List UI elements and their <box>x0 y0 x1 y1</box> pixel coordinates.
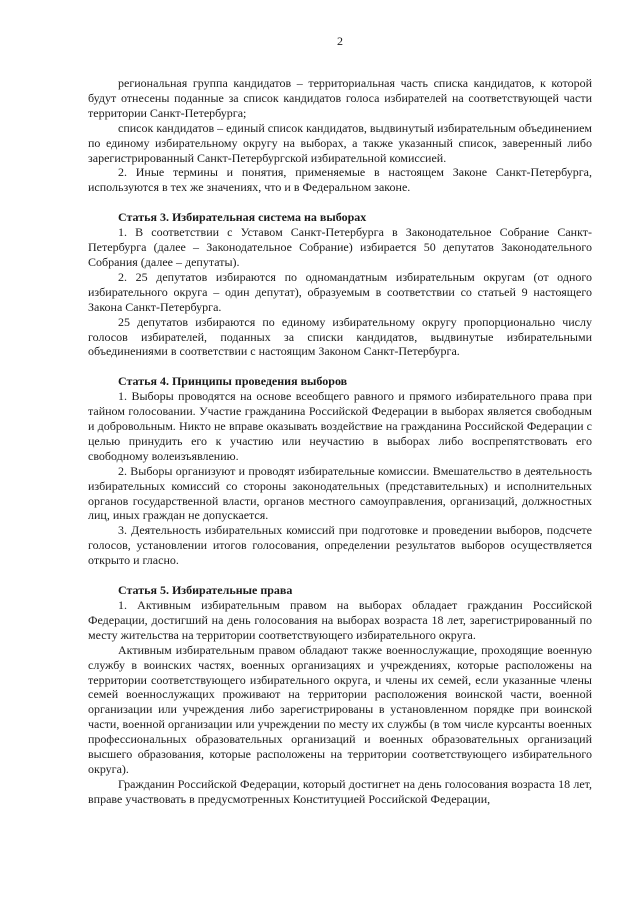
paragraph-article-5-3: Гражданин Российской Федерации, который достигнет на день голосования возраста 18 лет, вправе участвовать в предусмотренных Конституцией Российской Федерации, <box>88 776 592 806</box>
paragraph-article-3-3: 25 депутатов избираются по единому избирательному округу пропорционально числу голосов избирателей, поданных за списки кандидатов, выдвинутые избирательными объединениями в соответствии с настоящим Законом Санкт-Петербурга. <box>88 314 592 359</box>
paragraph-article-5-1: 1. Активным избирательным правом на выборах обладает гражданин Российской Федерации, достигший на день голосования на выборах возраста 18 лет, зарегистрированный по месту жительства на территории соответствующего избирательного округа. <box>88 598 592 642</box>
paragraph-article-4-3: 3. Деятельность избирательных комиссий при подготовке и проведении выборов, подсчете голосов, установлении итогов голосования, определении результатов выборов осуществляется открыто и гласно. <box>88 523 592 568</box>
paragraph-other-terms: 2. Иные термины и понятия, применяемые в настоящем Законе Санкт-Петербурга, используются в тех же значениях, что и в Федеральном законе. <box>88 165 592 195</box>
paragraph-regional-group: региональная группа кандидатов – территориальная часть списка кандидатов, к которой будут отнесены поданные за список кандидатов голоса избирателей на соответствующей части территории Санкт-Петербурга; <box>88 76 592 120</box>
heading-article-3: Статья 3. Избирательная система на выборах <box>118 210 367 225</box>
paragraph-candidate-list: список кандидатов – единый список кандидатов, выдвинутый избирательным объединением по единому избирательному округу на выборах, а также указанный список, заверенный либо зарегистрированный Санкт-Петербургской избирательной комиссией. <box>88 120 592 165</box>
paragraph-article-4-1: 1. Выборы проводятся на основе всеобщего равного и прямого избирательного права при тайном голосовании. Участие гражданина Российской Федерации в выборах является свободным и добровольным. Никто не вправе оказывать воздействие на гражданина Российской Федерации с целью принудить его к участию или неучастию в выборах либо воспрепятствовать его свободному волеизъявлению. <box>88 389 592 463</box>
paragraph-article-3-1: 1. В соответствии с Уставом Санкт-Петербурга в Законодательное Собрание Санкт-Петербурга (далее – Законодательное Собрание) избирается 50 депутатов Законодательного Собрания (далее – депутаты). <box>88 225 592 269</box>
heading-article-5: Статья 5. Избирательные права <box>118 583 293 598</box>
paragraph-article-5-2: Активным избирательным правом обладают также военнослужащие, проходящие военную службу в воинских частях, военных организациях и учреждениях, которые расположены на территории соответствующего избирательного округа, и члены их семей, если указанные члены семей военнослужащих проживают на территории расположения воинской части, военной организации или учреждения либо зарегистрированы в установленном порядке при воинской части, военной организации или учреждении по месту их службы (в том числе курсанты военных профессиональных образовательных организаций и военных образовательных организаций высшего образования, которые расположены на территории соответствующего избирательного округа). <box>88 642 592 776</box>
page-number: 2 <box>337 34 343 48</box>
heading-article-4: Статья 4. Принципы проведения выборов <box>118 374 348 389</box>
paragraph-article-3-2: 2. 25 депутатов избираются по одномандатным избирательным округам (от одного избирательного округа – один депутат), образуемым в соответствии со статьей 9 настоящего Закона Санкт-Петербурга. <box>88 269 592 314</box>
paragraph-article-4-2: 2. Выборы организуют и проводят избирательные комиссии. Вмешательство в деятельность избирательных комиссий со стороны законодательных (представительных) и исполнительных органов государственной власти, органов местного самоуправления, организаций, должностных лиц, иных граждан не допускается. <box>88 463 592 523</box>
